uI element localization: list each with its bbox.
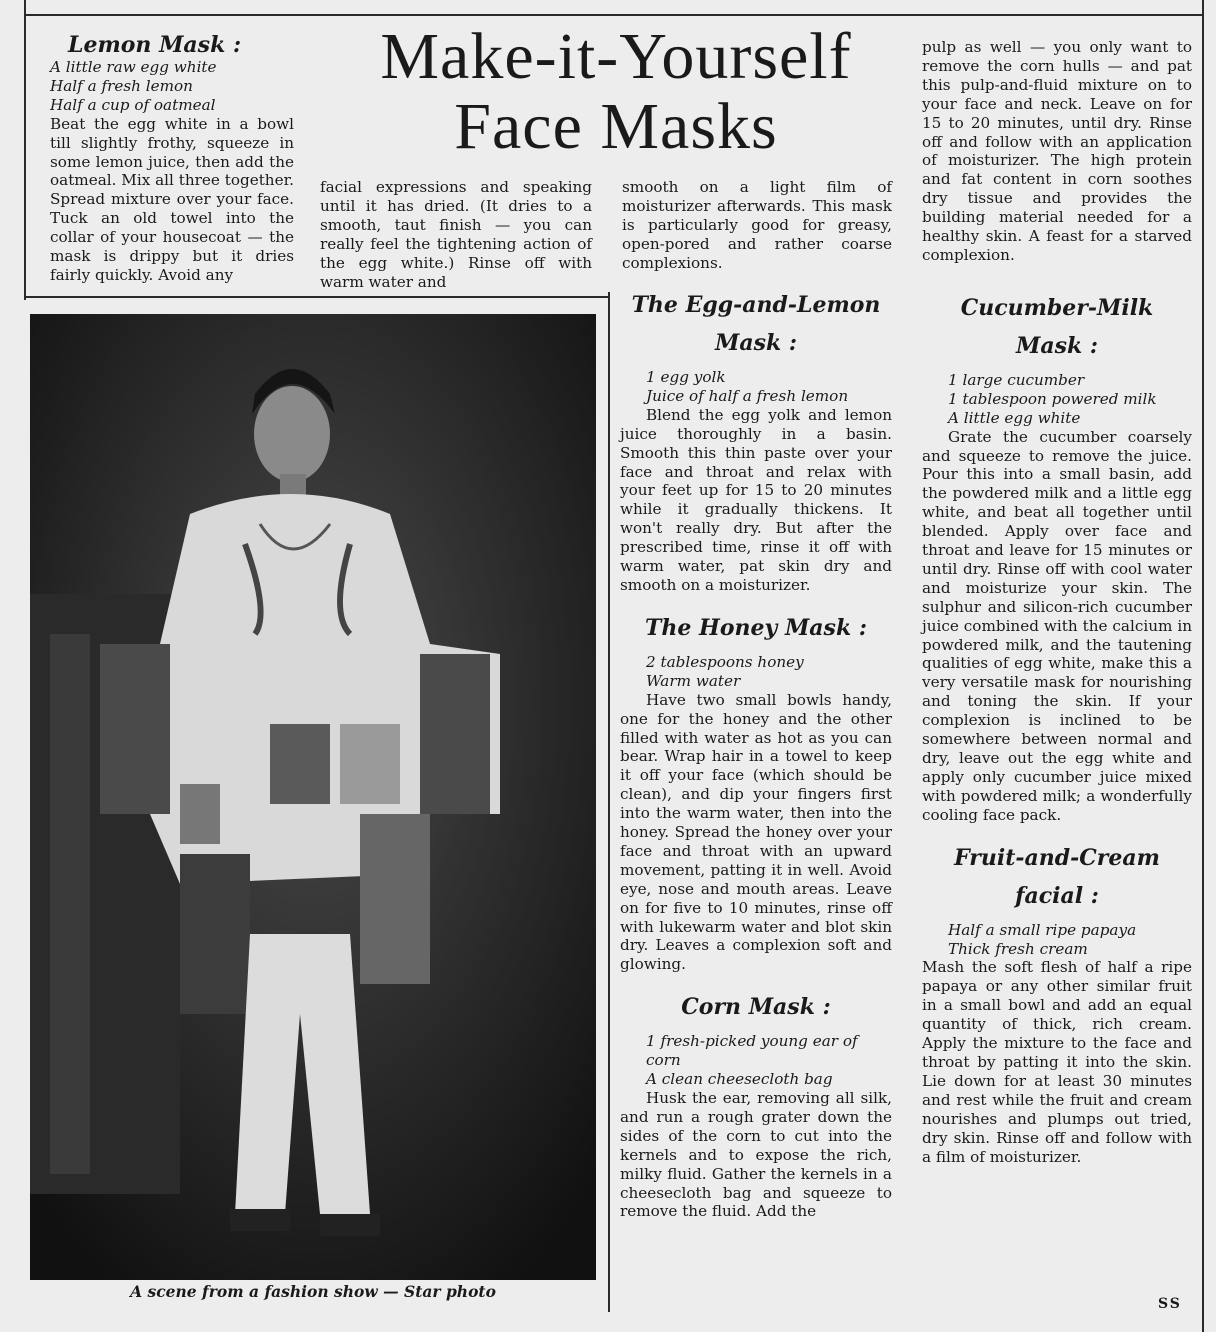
ingredient: 1 egg yolk (646, 368, 726, 386)
headline (316, 22, 916, 162)
ingredient: 1 large cucumber (948, 370, 1085, 389)
ingredient: Half a small ripe papaya (948, 920, 1137, 939)
lemon-mask-body-cont2: smooth on a light film of moisturizer afterwards. This mask is particularly good for greasy, open-pored and rather coarse complexions. (622, 178, 892, 272)
fruit-body: Mash the soft flesh of half a ripe papaya or any other similar fruit in a small bowl and add an equal quantity of thick, rich cream. Apply the mixture to the face and throat by patting it into the skin. Lie down for at least 30 minutes and rest while the fruit and cream nourishes and plumps out tried, dry skin. Rinse off and follow with a film of moisturizer. (922, 958, 1192, 1166)
egg-lemon-heading-line2: Mask : (714, 330, 798, 356)
ingredient: 1 tablespoon powered milk (948, 389, 1157, 408)
ingredient: Half a fresh lemon (50, 76, 193, 95)
corn-body-cont: pulp as well — you only want to remove the corn hulls — and pat this pulp-and-fluid mixture on to your face and neck. Leave on for 15 to 20 minutes, until dry. Rinse off and follow with an application of moisturizer. The high protein and fat content in corn soothes dry tissue and provides the building material needed for a healthy skin. A feast for a starved complexion. (922, 38, 1192, 264)
ingredient: A clean cheesecloth bag (646, 1070, 833, 1089)
fashion-model-illustration (30, 314, 596, 1280)
egg-lemon-heading-line1: The Egg-and-Lemon (631, 292, 881, 318)
author-signature: SS (1158, 1296, 1182, 1312)
column-lemon-mask (50, 32, 294, 285)
egg-lemon-ingredients (646, 368, 892, 406)
left-border-rule (24, 0, 26, 300)
corn-body: Husk the ear, removing all silk, and run a rough grater down the sides of the corn to cut into the kernels and to expose the rich, milky fluid. Gather the kernels in a cheesecloth bag and squeeze to remove the fluid. Add the (620, 1089, 892, 1221)
lemon-mask-ingredients (50, 58, 294, 115)
fruit-heading-line1: Fruit-and-Cream (954, 844, 1160, 871)
column-middle (620, 286, 892, 1221)
corn-mask-heading: Corn Mask : (681, 994, 831, 1021)
ingredient: Warm water (646, 671, 741, 690)
ingredient: Half a cup of oatmeal (50, 95, 216, 114)
ingredient: 1 fresh-picked young ear of corn (646, 1032, 858, 1070)
cucumber-body: Grate the cucumber coarsely and squeeze to remove the juice. Pour this into a small basin, add the powdered milk and a little egg white, and beat all together until blended. Apply over face and throat and leave for 15 minutes or until dry. Rinse off with cool water and moisturize your skin. The sulphur and silicon-rich cucumber juice combined with the calcium in powdered milk, and the tautening qualities of egg white, make this a very versatile mask for nourishing and toning the skin. If your complexion is inclined to be somewhere between normal and dry, leave out the egg white and apply only cucumber juice mixed with powdered milk; a wonderfully cooling face pack. (922, 427, 1192, 824)
lemon-mask-continuation-2 (622, 178, 892, 273)
column-divider-rule (608, 292, 610, 1312)
headline-line1: Make-it-Yourself (380, 20, 852, 93)
honey-mask-heading: The Honey Mask : (645, 614, 867, 641)
lemon-mask-body-cont: facial expressions and speaking until it has dried. (It dries to a smooth, taut finish — you can really feel the tightening action of the egg white.) Rinse off with warm water and (320, 178, 592, 291)
ingredient: Juice of half a fresh lemon (646, 386, 849, 405)
honey-ingredients (646, 653, 892, 691)
fruit-cream-heading (922, 839, 1192, 915)
cucumber-heading-line1: Cucumber-Milk (960, 294, 1154, 321)
lemon-mask-heading: Lemon Mask : (68, 32, 242, 58)
fruit-ingredients (948, 921, 1192, 959)
fashion-show-photo (30, 314, 596, 1280)
photo-top-rule (24, 296, 610, 298)
lemon-mask-body: Beat the egg white in a bowl till slightly frothy, squeeze in some lemon juice, then add the oatmeal. Mix all three together. Spread mixture over your face. Tuck an old towel into the collar of your housecoat — the mask is drippy but it dries fairly quickly. Avoid any (50, 114, 294, 284)
egg-lemon-body: Blend the egg yolk and lemon juice thoroughly in a basin. Smooth this thin paste over your face and throat and relax with your feet up for 15 to 20 minutes while it gradually thickens. It won't really dry. But after the prescribed time, rinse it off with warm water, pat skin dry and smooth on a moisturizer. (620, 405, 892, 594)
egg-lemon-mask-heading (620, 286, 892, 362)
corn-ingredients (646, 1032, 892, 1089)
top-rule (24, 14, 1204, 16)
fruit-heading-line2: facial : (1015, 882, 1099, 909)
ingredient: Thick fresh cream (948, 939, 1088, 958)
ingredient: 2 tablespoons honey (646, 652, 804, 671)
photo-caption: A scene from a fashion show — Star photo (130, 1282, 496, 1301)
column-right (922, 38, 1192, 1166)
ingredient: A little egg white (948, 408, 1081, 427)
headline-line2: Face Masks (454, 90, 778, 163)
cucumber-ingredients (948, 371, 1192, 428)
ingredient: A little raw egg white (50, 58, 217, 76)
right-border-rule (1202, 0, 1204, 1332)
lemon-mask-continuation (320, 178, 592, 291)
honey-body: Have two small bowls handy, one for the honey and the other filled with water as hot as you can bear. Wrap hair in a towel to keep it off your face (which should be clean), and dip your fingers first into the warm water, then into the honey. Spread the honey over your face and throat with an upward movement, patting it in well. Avoid eye, nose and mouth areas. Leave on for five to 10 minutes, rinse off with lukewarm water and blot skin dry. Leaves a complexion soft and glowing. (620, 690, 892, 974)
cucumber-milk-heading (922, 289, 1192, 365)
cucumber-heading-line2: Mask : (1015, 332, 1099, 359)
